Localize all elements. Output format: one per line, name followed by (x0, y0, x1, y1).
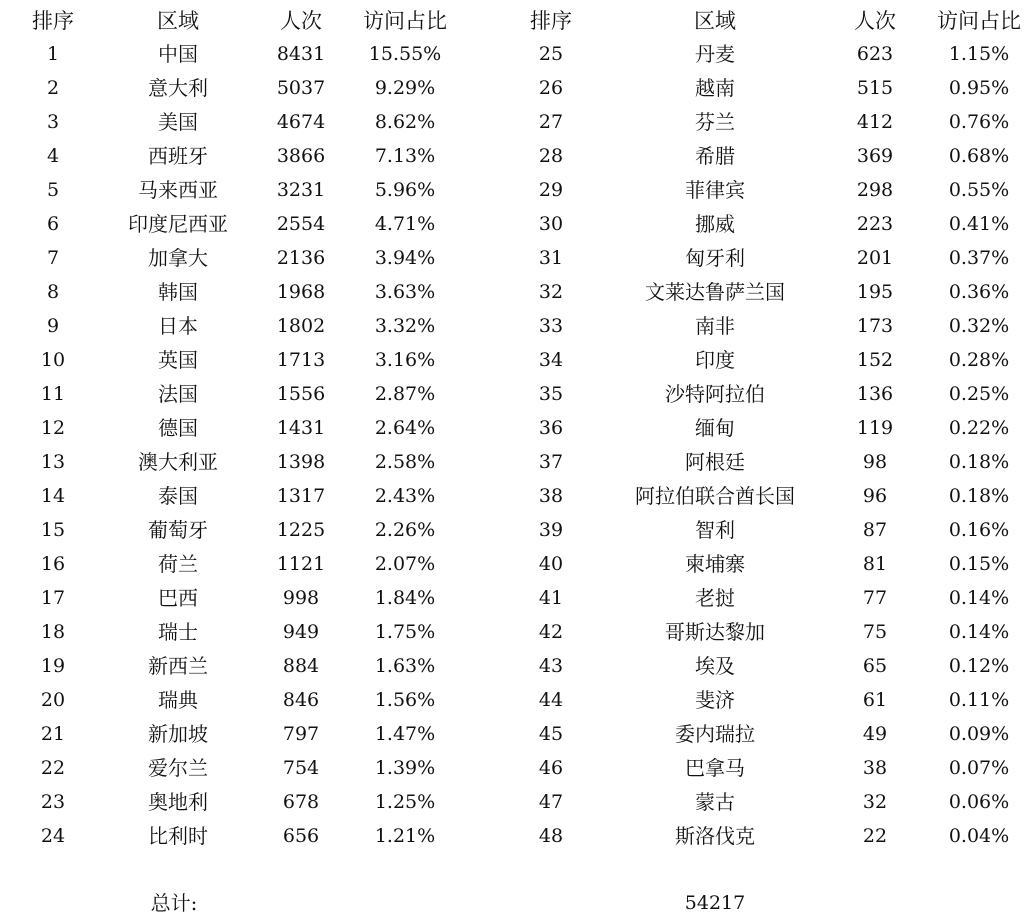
visits-cell: 81 (862, 553, 888, 575)
share-cell: 0.22% (948, 417, 1010, 439)
visits-cell: 656 (282, 825, 320, 847)
table-row (0, 445, 1033, 479)
table-row (0, 37, 1033, 71)
header-share-left: 访问占比 (363, 9, 447, 33)
visits-cell: 4674 (276, 111, 326, 133)
rank-cell: 25 (538, 43, 564, 65)
rank-cell: 47 (538, 791, 564, 813)
rank-cell: 38 (538, 485, 564, 507)
region-cell: 法国 (158, 382, 198, 406)
visits-cell: 8431 (276, 43, 326, 65)
rank-cell: 37 (538, 451, 564, 473)
visits-cell: 152 (856, 349, 894, 371)
visits-cell: 1556 (276, 383, 326, 405)
share-cell: 3.63% (374, 281, 436, 303)
region-cell: 马来西亚 (138, 178, 218, 202)
rank-cell: 40 (538, 553, 564, 575)
region-cell: 斯洛伐克 (675, 824, 755, 848)
visits-cell: 96 (862, 485, 888, 507)
rank-cell: 15 (40, 519, 66, 541)
rank-cell: 8 (46, 281, 60, 303)
visits-cell: 1713 (276, 349, 326, 371)
share-cell: 1.15% (948, 43, 1010, 65)
region-cell: 爱尔兰 (148, 756, 208, 780)
rank-cell: 21 (40, 723, 66, 745)
rank-cell: 23 (40, 791, 66, 813)
share-cell: 2.58% (374, 451, 436, 473)
region-cell: 日本 (158, 314, 198, 338)
visits-cell: 3866 (276, 145, 326, 167)
rank-cell: 10 (40, 349, 66, 371)
share-cell: 1.47% (374, 723, 436, 745)
region-cell: 阿根廷 (685, 450, 745, 474)
visits-cell: 1431 (276, 417, 326, 439)
share-cell: 1.75% (374, 621, 436, 643)
table-row (0, 785, 1033, 819)
rank-cell: 33 (538, 315, 564, 337)
visits-cell: 412 (856, 111, 894, 133)
share-cell: 2.87% (374, 383, 436, 405)
region-cell: 沙特阿拉伯 (665, 382, 765, 406)
region-cell: 泰国 (158, 484, 198, 508)
share-cell: 0.37% (948, 247, 1010, 269)
visits-cell: 87 (862, 519, 888, 541)
total-label: 总计: (150, 891, 198, 915)
visits-cell: 1225 (276, 519, 326, 541)
rank-cell: 5 (46, 179, 60, 201)
rank-cell: 20 (40, 689, 66, 711)
visits-cell: 61 (862, 689, 888, 711)
visits-cell: 884 (282, 655, 320, 677)
region-cell: 中国 (158, 42, 198, 66)
share-cell: 0.68% (948, 145, 1010, 167)
rank-cell: 41 (538, 587, 564, 609)
visits-cell: 195 (856, 281, 894, 303)
visits-cell: 173 (856, 315, 894, 337)
share-cell: 0.14% (948, 621, 1010, 643)
region-cell: 哥斯达黎加 (665, 620, 765, 644)
visits-cell: 5037 (276, 77, 326, 99)
share-cell: 2.43% (374, 485, 436, 507)
visits-cell: 77 (862, 587, 888, 609)
rank-cell: 35 (538, 383, 564, 405)
share-cell: 3.16% (374, 349, 436, 371)
table-row (0, 241, 1033, 275)
table-row (0, 683, 1033, 717)
visits-cell: 1398 (276, 451, 326, 473)
rank-cell: 18 (40, 621, 66, 643)
table-header-row (0, 6, 1033, 36)
share-cell: 3.32% (374, 315, 436, 337)
region-cell: 美国 (158, 110, 198, 134)
region-cell: 希腊 (695, 144, 735, 168)
region-cell: 加拿大 (148, 246, 208, 270)
share-cell: 0.25% (948, 383, 1010, 405)
region-cell: 巴拿马 (685, 756, 745, 780)
visits-cell: 3231 (276, 179, 326, 201)
visits-cell: 298 (856, 179, 894, 201)
rank-cell: 26 (538, 77, 564, 99)
visits-cell: 223 (856, 213, 894, 235)
table-row (0, 581, 1033, 615)
visits-cell: 515 (856, 77, 894, 99)
share-cell: 7.13% (374, 145, 436, 167)
share-cell: 1.21% (374, 825, 436, 847)
region-cell: 新西兰 (148, 654, 208, 678)
header-rank-left: 排序 (32, 9, 74, 33)
visits-cell: 623 (856, 43, 894, 65)
visits-cell: 38 (862, 757, 888, 779)
total-value: 54217 (684, 892, 746, 914)
visits-cell: 797 (282, 723, 320, 745)
share-cell: 8.62% (374, 111, 436, 133)
region-cell: 斐济 (695, 688, 735, 712)
share-cell: 1.39% (374, 757, 436, 779)
region-cell: 委内瑞拉 (675, 722, 755, 746)
visits-cell: 846 (282, 689, 320, 711)
rank-cell: 16 (40, 553, 66, 575)
region-cell: 瑞典 (158, 688, 198, 712)
share-cell: 1.56% (374, 689, 436, 711)
rank-cell: 43 (538, 655, 564, 677)
region-cell: 柬埔寨 (685, 552, 745, 576)
region-cell: 葡萄牙 (148, 518, 208, 542)
visits-cell: 201 (856, 247, 894, 269)
region-cell: 蒙古 (695, 790, 735, 814)
rank-cell: 17 (40, 587, 66, 609)
region-cell: 比利时 (148, 824, 208, 848)
share-cell: 4.71% (374, 213, 436, 235)
header-region-left: 区域 (157, 9, 199, 33)
table-row (0, 377, 1033, 411)
rank-cell: 14 (40, 485, 66, 507)
visits-cell: 949 (282, 621, 320, 643)
share-cell: 2.07% (374, 553, 436, 575)
region-cell: 菲律宾 (685, 178, 745, 202)
region-cell: 缅甸 (695, 416, 735, 440)
region-cell: 瑞士 (158, 620, 198, 644)
visits-cell: 1802 (276, 315, 326, 337)
rank-cell: 4 (46, 145, 60, 167)
visits-cell: 2136 (276, 247, 326, 269)
share-cell: 3.94% (374, 247, 436, 269)
header-region-right: 区域 (694, 9, 736, 33)
share-cell: 0.41% (948, 213, 1010, 235)
region-cell: 巴西 (158, 586, 198, 610)
table-row (0, 649, 1033, 683)
rank-cell: 34 (538, 349, 564, 371)
table-row (0, 343, 1033, 377)
table-row (0, 105, 1033, 139)
table-body (0, 37, 1033, 853)
share-cell: 0.11% (948, 689, 1010, 711)
share-cell: 0.14% (948, 587, 1010, 609)
rank-cell: 22 (40, 757, 66, 779)
rank-cell: 9 (46, 315, 60, 337)
region-cell: 印度尼西亚 (128, 212, 228, 236)
table-row (0, 615, 1033, 649)
region-cell: 南非 (695, 314, 735, 338)
header-visits-right: 人次 (854, 9, 896, 33)
region-cell: 西班牙 (148, 144, 208, 168)
table-row (0, 173, 1033, 207)
visits-cell: 1968 (276, 281, 326, 303)
visits-cell: 754 (282, 757, 320, 779)
region-cell: 阿拉伯联合酋长国 (635, 484, 795, 508)
rank-cell: 44 (538, 689, 564, 711)
rank-cell: 48 (538, 825, 564, 847)
rank-cell: 28 (538, 145, 564, 167)
rank-cell: 11 (40, 383, 66, 405)
region-cell: 印度 (695, 348, 735, 372)
region-cell: 韩国 (158, 280, 198, 304)
rank-cell: 6 (46, 213, 60, 235)
rank-cell: 29 (538, 179, 564, 201)
header-share-right: 访问占比 (937, 9, 1021, 33)
visits-cell: 1121 (276, 553, 326, 575)
table-row (0, 819, 1033, 853)
region-cell: 芬兰 (695, 110, 735, 134)
share-cell: 0.76% (948, 111, 1010, 133)
table-row (0, 207, 1033, 241)
rank-cell: 30 (538, 213, 564, 235)
share-cell: 0.15% (948, 553, 1010, 575)
region-cell: 挪威 (695, 212, 735, 236)
rank-cell: 27 (538, 111, 564, 133)
rank-cell: 2 (46, 77, 60, 99)
share-cell: 0.28% (948, 349, 1010, 371)
region-cell: 埃及 (695, 654, 735, 678)
visits-cell: 136 (856, 383, 894, 405)
visits-cell: 1317 (276, 485, 326, 507)
share-cell: 0.12% (948, 655, 1010, 677)
region-cell: 新加坡 (148, 722, 208, 746)
table-row (0, 71, 1033, 105)
share-cell: 0.55% (948, 179, 1010, 201)
rank-cell: 45 (538, 723, 564, 745)
visits-cell: 75 (862, 621, 888, 643)
rank-cell: 13 (40, 451, 66, 473)
visits-cell: 2554 (276, 213, 326, 235)
header-rank-right: 排序 (530, 9, 572, 33)
region-cell: 意大利 (148, 76, 208, 100)
table-row (0, 139, 1033, 173)
share-cell: 9.29% (374, 77, 436, 99)
rank-cell: 32 (538, 281, 564, 303)
region-cell: 智利 (695, 518, 735, 542)
visits-cell: 22 (862, 825, 888, 847)
table-row (0, 717, 1033, 751)
region-cell: 越南 (695, 76, 735, 100)
table-row (0, 547, 1033, 581)
region-cell: 奥地利 (148, 790, 208, 814)
region-cell: 澳大利亚 (138, 450, 218, 474)
table-row (0, 411, 1033, 445)
visits-cell: 32 (862, 791, 888, 813)
share-cell: 0.95% (948, 77, 1010, 99)
visits-cell: 369 (856, 145, 894, 167)
rank-cell: 3 (46, 111, 60, 133)
region-cell: 匈牙利 (685, 246, 745, 270)
visits-cell: 49 (862, 723, 888, 745)
share-cell: 5.96% (374, 179, 436, 201)
share-cell: 15.55% (368, 43, 442, 65)
share-cell: 1.25% (374, 791, 436, 813)
share-cell: 0.16% (948, 519, 1010, 541)
share-cell: 0.09% (948, 723, 1010, 745)
share-cell: 1.63% (374, 655, 436, 677)
visits-cell: 678 (282, 791, 320, 813)
region-cell: 文莱达鲁萨兰国 (645, 280, 785, 304)
rank-cell: 36 (538, 417, 564, 439)
share-cell: 0.32% (948, 315, 1010, 337)
region-cell: 丹麦 (695, 42, 735, 66)
rank-cell: 12 (40, 417, 66, 439)
share-cell: 1.84% (374, 587, 436, 609)
table-row (0, 751, 1033, 785)
table-row (0, 479, 1033, 513)
visits-cell: 98 (862, 451, 888, 473)
share-cell: 0.04% (948, 825, 1010, 847)
share-cell: 0.06% (948, 791, 1010, 813)
region-cell: 德国 (158, 416, 198, 440)
table-row (0, 309, 1033, 343)
table-row (0, 513, 1033, 547)
visits-cell: 65 (862, 655, 888, 677)
rank-cell: 42 (538, 621, 564, 643)
table-row (0, 275, 1033, 309)
header-visits-left: 人次 (280, 9, 322, 33)
share-cell: 0.36% (948, 281, 1010, 303)
visits-cell: 998 (282, 587, 320, 609)
share-cell: 0.18% (948, 485, 1010, 507)
region-cell: 英国 (158, 348, 198, 372)
visits-cell: 119 (856, 417, 894, 439)
rank-cell: 19 (40, 655, 66, 677)
region-cell: 荷兰 (158, 552, 198, 576)
share-cell: 0.07% (948, 757, 1010, 779)
rank-cell: 46 (538, 757, 564, 779)
rank-cell: 24 (40, 825, 66, 847)
rank-cell: 1 (46, 43, 60, 65)
share-cell: 2.64% (374, 417, 436, 439)
rank-cell: 31 (538, 247, 564, 269)
rank-cell: 7 (46, 247, 60, 269)
rank-cell: 39 (538, 519, 564, 541)
share-cell: 0.18% (948, 451, 1010, 473)
share-cell: 2.26% (374, 519, 436, 541)
region-cell: 老挝 (695, 586, 735, 610)
